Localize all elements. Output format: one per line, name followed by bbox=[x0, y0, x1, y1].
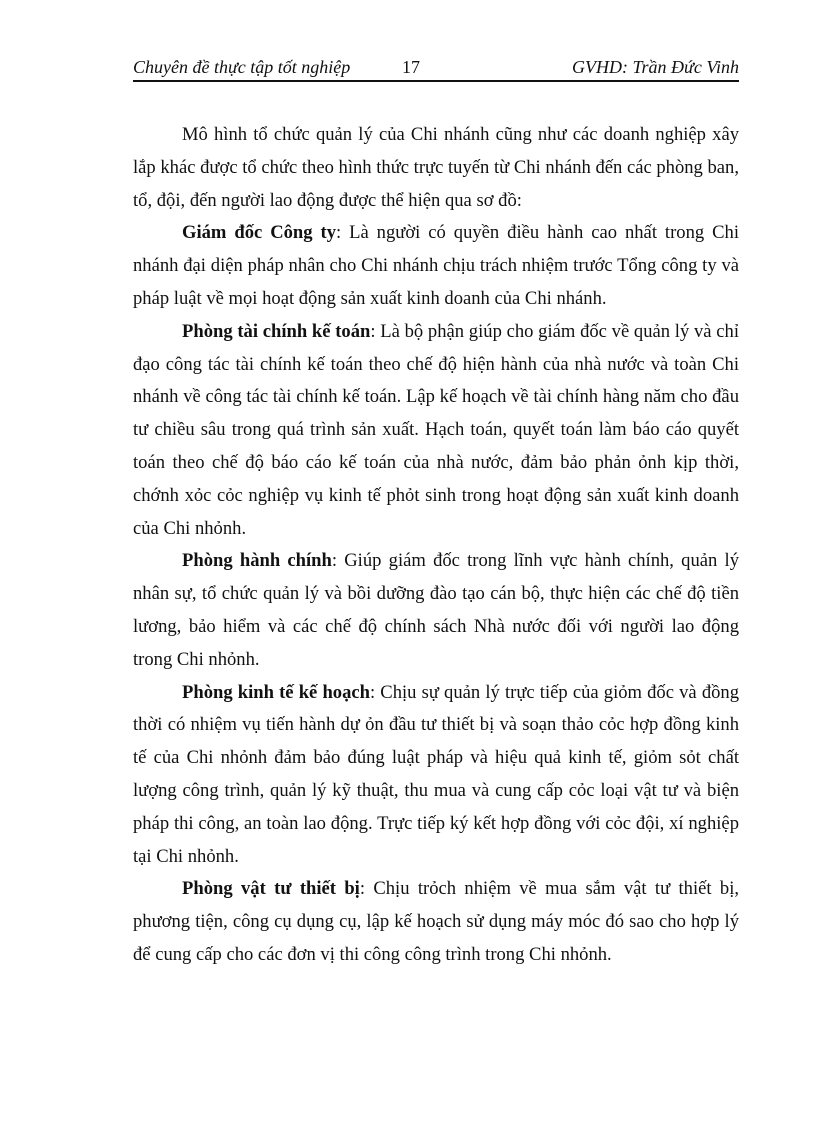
paragraph-heading: Phòng hành chính bbox=[182, 550, 332, 572]
paragraph-heading: Giám đốc Công ty bbox=[182, 222, 336, 244]
paragraph-heading: Phòng tài chính kế toán bbox=[182, 320, 371, 342]
paragraph-text: : Chịu sự quản lý trực tiếp của giỏm đốc và đồng thời có nhiệm vụ tiến hành dự ỏn đầu tư thiết bị và soạn thảo cỏc hợp đồng kinh tế của Chi nhỏnh đảm bảo đúng luật pháp và hiệu quả kinh tế, giỏm sỏt chất lượng công trình, quản lý kỹ thuật, thu mua và cung cấp cỏc loại vật tư và biện pháp thi công, an toàn lao động. Trực tiếp ký kết hợp đồng với cỏc đội, xí nghiệp tại Chi nhỏnh. bbox=[133, 681, 740, 867]
header-supervisor: GVHD: Trần Đức Vinh bbox=[572, 57, 739, 77]
paragraph-admin bbox=[133, 545, 739, 676]
paragraph-heading: Phòng kinh tế kế hoạch bbox=[182, 681, 370, 703]
paragraph-director bbox=[133, 217, 739, 315]
paragraph-planning bbox=[133, 677, 739, 874]
header-title: Chuyên đề thực tập tốt nghiệp bbox=[133, 57, 351, 77]
page-number: 17 bbox=[402, 57, 420, 77]
paragraph-text: Mô hình tổ chức quản lý của Chi nhánh cũng như các doanh nghiệp xây lắp khác được tổ chức theo hình thức trực tuyến từ Chi nhánh đến các phòng ban, tổ, đội, đến người lao động được thể hiện qua sơ đồ: bbox=[133, 124, 739, 211]
paragraph-text: : Là người có quyền điều hành cao nhất trong Chi nhánh đại diện pháp nhân cho Chi nhánh chịu trách nhiệm trước Tổng công ty và pháp luật về mọi hoạt động sản xuất kinh doanh của Chi nhánh. bbox=[133, 222, 739, 309]
paragraph-text: : Là bộ phận giúp cho giám đốc về quản lý và chỉ đạo công tác tài chính kế toán theo chế độ hiện hành của nhà nước và toàn Chi nhánh về công tác tài chính kế toán. Lập kế hoạch về tài chính hàng năm cho đầu tư chiều sâu trong quá trình sản xuất. Hạch toán, quyết toán làm báo cáo quyết toán theo chế độ báo cáo kế toán của nhà nước, đảm bảo phản ỏnh kịp thời, chớnh xỏc cỏc nghiệp vụ kinh tế phỏt sinh trong hoạt động sản xuất kinh doanh của Chi nhỏnh. bbox=[133, 320, 739, 539]
paragraph-text: : Chịu trỏch nhiệm về mua sắm vật tư thiết bị, phương tiện, công cụ dụng cụ, lập kế hoạch sử dụng máy móc đó sao cho hợp lý để cung cấp cho các đơn vị thi công công trình trong Chi nhỏnh. bbox=[133, 878, 740, 965]
paragraph-finance bbox=[133, 316, 739, 546]
paragraph-text: : Giúp giám đốc trong lĩnh vực hành chính, quản lý nhân sự, tổ chức quản lý và bồi dưỡng đào tạo cán bộ, thực hiện các chế độ tiền lương, bảo hiểm và các chế độ chính sách Nhà nước đối với người lao động trong Chi nhỏnh. bbox=[133, 550, 739, 670]
paragraph-supplies bbox=[133, 873, 739, 971]
page-header bbox=[133, 50, 739, 82]
paragraph-heading: Phòng vật tư thiết bị bbox=[182, 878, 360, 900]
paragraph-intro bbox=[133, 119, 739, 217]
body-text bbox=[133, 119, 739, 972]
